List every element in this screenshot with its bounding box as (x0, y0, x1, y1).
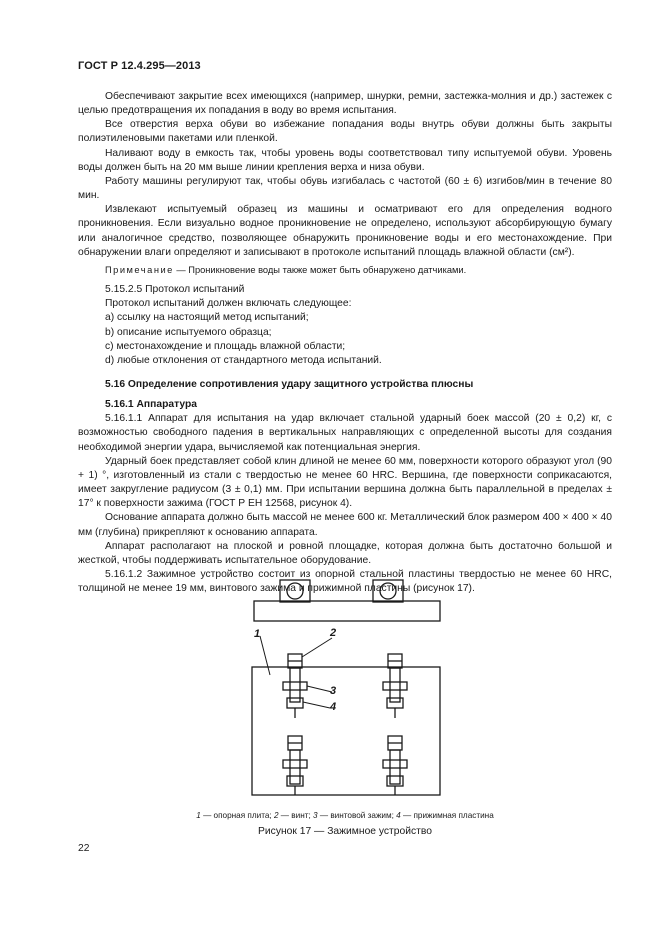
document-header: ГОСТ Р 12.4.295—2013 (78, 60, 201, 72)
clamping-device-figure (230, 578, 450, 808)
list-item: c) местонахождение и площадь влажной области; (105, 340, 346, 352)
screw-assembly-upper-right (383, 654, 407, 718)
legend-text-4: — прижимная пластина (400, 811, 494, 820)
paragraph: 5.16.1.1 Аппарат для испытания на удар включает стальной ударный боек массой (20 ± 0,2) кг, с возможностью свободного падения в вертикальных направляющих с определенной высоты для создания необходимой энергии удара, вычисляемой как потенциальная энергия. (78, 413, 612, 453)
legend-num-4: 4 (396, 811, 401, 820)
paragraph: Все отверстия верха обуви во избежание попадания воды внутрь обуви должны быть закрыты полиэтиленовыми пакетами или пленкой. (78, 119, 612, 145)
section-title: 5.16 Определение сопротивления удару защитного устройства плюсны (105, 378, 474, 390)
screw-assembly-lower-right (383, 736, 407, 795)
subsection-title: 5.16.1 Аппаратура (105, 399, 198, 411)
list-item: a) ссылку на настоящий метод испытаний; (105, 312, 309, 324)
legend-num-2: 2 (273, 811, 279, 820)
figure-label-4: 4 (330, 701, 337, 713)
paragraph: 5.16.1.2 Зажимное устройство состоит из опорной стальной пластины твердостью не менее 60 HRC, толщиной не менее 19 мм, винтового зажима и прижимной пластины (рисунок 17). (78, 569, 612, 595)
base-plate (252, 667, 440, 795)
paragraph: Ударный боек представляет собой клин длиной не менее 60 мм, поверхности которого образуют угол (90 + 1) °, изготовленный из стали с твердостью не менее 60 HRC. Вершина, где поверхности соприкасаются, имеет закругление радиусом (3 ± 0,1) мм. При испытании вершина должна быть параллельной в пределах ± 17° к поверхности зажима (ГОСТ Р ЕН 12568, рисунок 4). (78, 455, 612, 510)
figure-title: Рисунок 17 — Зажимное устройство (258, 826, 432, 837)
figure-label-1: 1 (254, 628, 261, 640)
leader-line-4 (303, 702, 330, 708)
legend-text-3: — винтовой зажим; (317, 811, 397, 820)
legend-num-1: 1 (196, 811, 201, 820)
paragraph: Работу машины регулируют так, чтобы обувь изгибалась с частотой (60 ± 6) изгибов/мин в течение 80 мин. (78, 175, 612, 202)
screw-assembly-upper-left (283, 654, 307, 718)
legend-num-3: 3 (313, 811, 318, 820)
list-item: d) любые отклонения от стандартного метода испытаний. (105, 354, 382, 366)
paragraph: Обеспечивают закрытие всех имеющихся (например, шнурки, ремни, застежка-молния и др.) застежек с целью предотвращения их попадания в воду во время испытания. (78, 91, 612, 117)
list-item: b) описание испытуемого образца; (105, 326, 272, 338)
leader-line-1 (260, 636, 270, 675)
top-block-right-hole (380, 583, 396, 599)
figure-legend (78, 810, 612, 822)
note-label: Примечание (105, 264, 174, 275)
leader-line-3 (307, 686, 332, 692)
leader-line-2 (302, 638, 332, 657)
paragraph: Аппарат располагают на плоской и ровной площадке, которая должна быть достаточно большой и жесткой, чтобы поддерживать испытательное оборудование. (78, 540, 612, 566)
screw-assembly-lower-left (283, 736, 307, 795)
legend-text-1: — опорная плита; (200, 811, 274, 820)
figure-label-2: 2 (330, 627, 337, 639)
paragraph: Протокол испытаний должен включать следующее: (105, 298, 352, 310)
note-text: — Проникновение воды также может быть обнаружено датчиками. (173, 264, 467, 275)
note (78, 263, 612, 277)
legend-text-2: — винт; (278, 811, 314, 820)
document-body (78, 90, 612, 596)
page-number: 22 (78, 843, 90, 854)
paragraph: Наливают воду в емкость так, чтобы уровень воды соответствовал типу испытуемой обуви. Уровень воды должен быть на 20 мм выше линии крепления верха и низа обуви. (78, 147, 612, 173)
top-block-left-hole (287, 583, 303, 599)
support-plate-bar (254, 601, 440, 621)
subsection-title: 5.15.2.5 Протокол испытаний (105, 284, 245, 296)
paragraph: Извлекают испытуемый образец из машины и осматривают его для определения водного проникновения. Если визуально водное проникновение не определено, используют абсорбирующую бумагу или аналогичное средство, позволяющее обнаружить проникновение воды и его местонахождение. При обнаружении влаги определяют и записывают в протоколе испытаний площадь влажной области (см²). (78, 204, 612, 258)
paragraph: Основание аппарата должно быть массой не менее 600 кг. Металлический блок размером 400 × 400 × 40 мм (глубина) прикрепляют к основанию аппарата. (78, 512, 612, 538)
figure-label-3: 3 (330, 685, 337, 697)
